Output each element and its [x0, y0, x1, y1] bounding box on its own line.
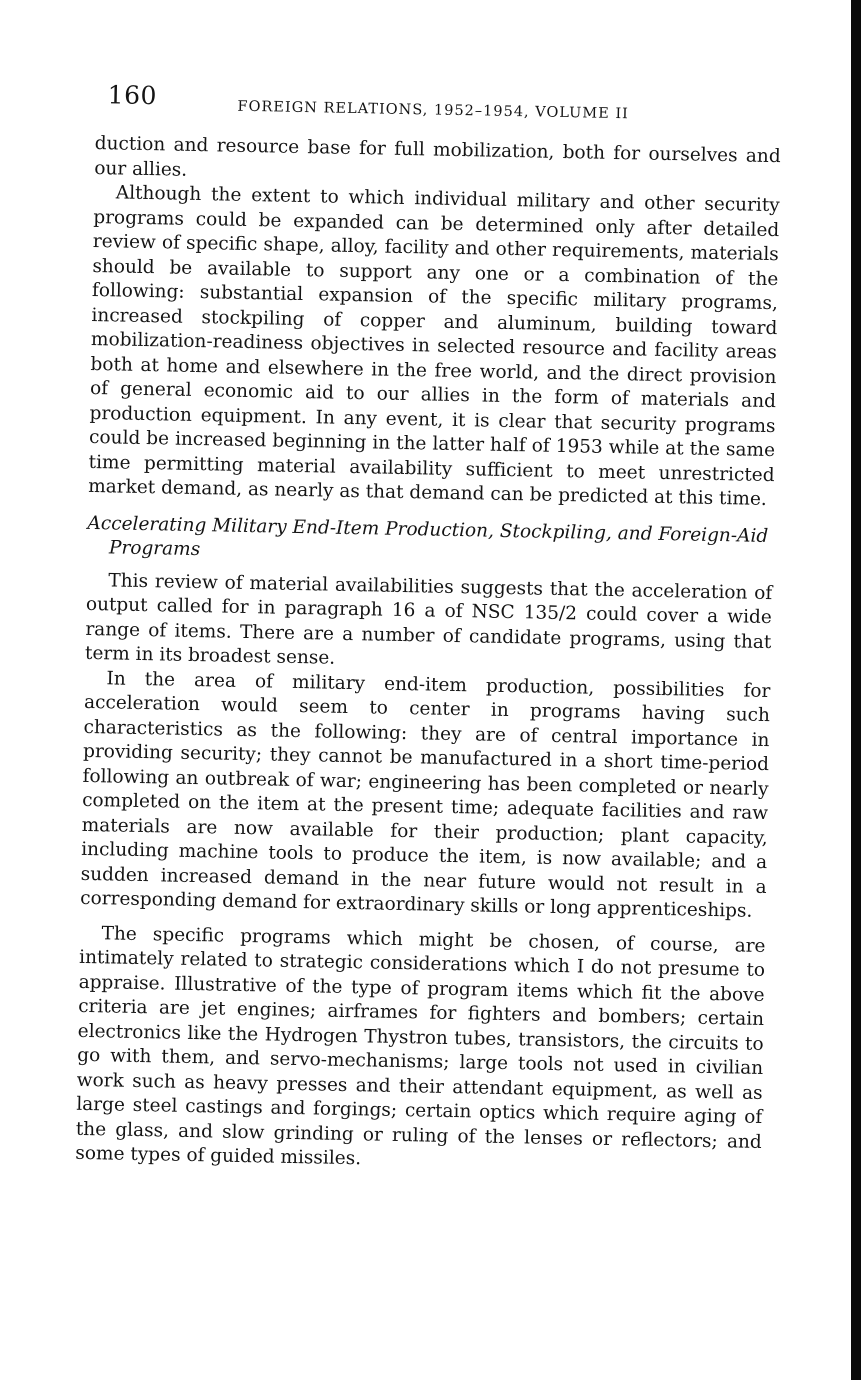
paragraph-end-item-production: In the area of military end-item production, possibilities for acceleration would seem to center in programs having such characteristics as the following: they are of central importance in providing security; they cannot be manufactured in a short time-period following an outbreak of war; engineering has been completed or nearly completed on the item at the present time; adequate facilities and raw materials are now available for their production; plant capacity, including machine tools to produce the item, is now available; and a sudden increased demand in the near future would not result in a corresponding demand for extraordinary skills or long apprenticeships. — [80, 667, 771, 922]
section-heading: Accelerating Military End-Item Production, Stockpiling, and Foreign-Aid Programs — [87, 512, 769, 561]
document-page — [75, 80, 782, 1179]
paragraph-continued: duction and resource base for full mobilization, both for ourselves and our allies. — [94, 132, 781, 181]
page-number: 160 — [107, 80, 158, 111]
paragraph-security-programs: Although the extent to which individual military and other security programs could be expanded can be determined only after detailed review of specific shape, alloy, facility and other requirements, materials should be available to support any one or a combination of the following: substantial expansion of the specific military programs, increased stockpiling of copper and aluminum, building toward mobilization-readiness objectives in selected resource and facility areas both at home and elsewhere in the free world, and the direct provision of general economic aid to our allies in the form of materials and production equipment. In any event, it is clear that security programs could be increased beginning in the latter half of 1953 while at the same time permitting material availability sufficient to meet unrestricted market demand, as nearly as that demand can be predicted at this time. — [87, 182, 780, 510]
paragraph-specific-programs: The specific programs which might be chosen, of course, are intimately related to strategic considerations which I do not presume to appraise. Illustrative of the type of program items which fit the above criteria are jet engines; airframes for fighters and bombers; certain electronics like the Hydrogen Thystron tubes, transistors, the circuits to go with them, and servo-mechanisms; large tools not used in civilian work such as heavy presses and their attendant equipment, as well as large steel castings and forgings; certain optics which require aging of the glass, and slow grinding or ruling of the lenses or reflectors; and some types of guided missiles. — [75, 922, 766, 1170]
paragraph-material-availabilities: This review of material availabilities suggests that the acceleration of output called for in paragraph 16 a of NSC 135/2 could cover a wide range of items. There are a number of candidate programs, using that term in its broadest sense. — [84, 569, 773, 669]
scan-edge-band — [851, 0, 861, 1380]
running-head-title: FOREIGN RELATIONS, 1952–1954, VOLUME II — [237, 98, 630, 123]
